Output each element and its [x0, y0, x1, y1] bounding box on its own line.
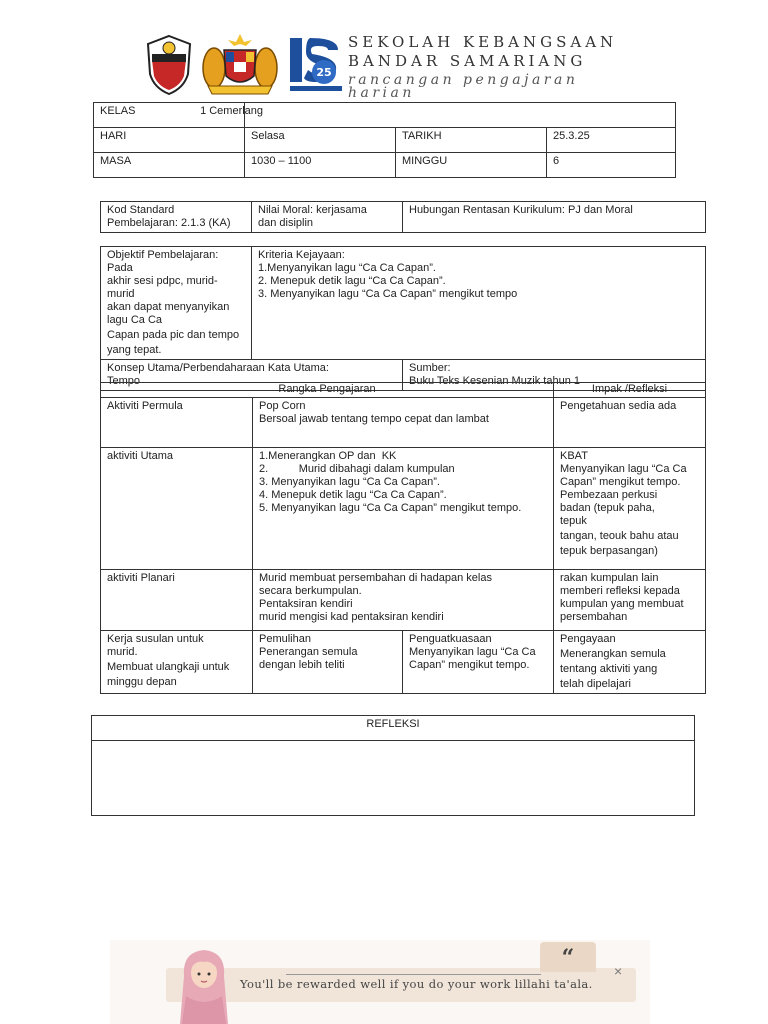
- pengayaan-cell: [554, 631, 706, 694]
- permula-label: Aktiviti Permula: [101, 398, 253, 448]
- footer-divider: [286, 974, 541, 975]
- konsep-value: Tempo: [107, 375, 141, 387]
- permula-line: Bersoal jawab tentang tempo cepat dan lambat: [259, 413, 489, 425]
- minggu-value: 6: [547, 153, 676, 178]
- quote-icon: “: [540, 942, 596, 972]
- hubungan-rentasan: Hubungan Rentasan Kurikulum: PJ dan Moral: [403, 202, 706, 233]
- utama-impak: [554, 448, 706, 570]
- footer-quote-text: You'll be rewarded well if you do your work lillahi ta'ala.: [240, 977, 593, 991]
- kriteria-item: 3. Menyanyikan lagu “Ca Ca Capan” mengikut tempo: [258, 288, 518, 300]
- planari-line: Murid membuat persembahan di hadapan kelas: [259, 572, 492, 584]
- school-crest-logo: [144, 34, 194, 96]
- planari-line: Pentaksiran kendiri: [259, 598, 353, 610]
- utama-content: [253, 448, 554, 570]
- masa-value: 1030 – 1100: [245, 153, 396, 178]
- tarikh-value: 25.3.25: [547, 128, 676, 153]
- planari-label: aktiviti Planari: [101, 570, 253, 631]
- footer-banner: [110, 940, 650, 1024]
- penguatkuasaan-line: Penguatkuasaan: [409, 633, 492, 645]
- konsep-label: Konsep Utama/Perbendaharaan Kata Utama:: [107, 362, 329, 374]
- kod-standard-line2: Pembelajaran: 2.1.3 (KA): [107, 217, 231, 229]
- permula-content: [253, 398, 554, 448]
- planari-line: secara berkumpulan.: [259, 585, 362, 597]
- utama-line: 3. Menyanyikan lagu “Ca Ca Capan”.: [259, 476, 440, 488]
- kriteria-item: 1.Menyanyikan lagu “Ca Ca Capan”.: [258, 262, 436, 274]
- pemulihan-cell: [253, 631, 403, 694]
- objektif-line: yang tepat.: [107, 344, 162, 356]
- planari-impak-line: kumpulan yang membuat: [560, 598, 684, 610]
- sumber-value: Buku Teks Kesenian Muzik tahun 1: [409, 375, 581, 387]
- penguatkuasaan-cell: [403, 631, 554, 694]
- close-icon[interactable]: ×: [614, 963, 623, 979]
- planari-line: murid mengisi kad pentaksiran kendiri: [259, 611, 444, 623]
- refleksi-title: REFLEKSI: [92, 716, 695, 741]
- kerja-susulan-cell: [101, 631, 253, 694]
- kriteria-cell: [252, 247, 706, 360]
- utama-impak-line: badan (tepuk paha,: [560, 502, 655, 514]
- utama-impak-line: tepuk berpasangan): [560, 545, 658, 557]
- pemulihan-line: Pemulihan: [259, 633, 311, 645]
- planari-content: [253, 570, 554, 631]
- info-table: [93, 102, 676, 178]
- permula-impak: Pengetahuan sedia ada: [554, 398, 706, 448]
- objektif-line: akhir sesi pdpc, murid-murid: [107, 275, 218, 300]
- refleksi-table: [91, 715, 695, 816]
- utama-line: 1.Menerangkan OP dan KK: [259, 450, 397, 462]
- utama-impak-line: Menyanyikan lagu “Ca Ca: [560, 463, 687, 475]
- utama-impak-line: Capan” mengikut tempo.: [560, 476, 681, 488]
- kerja-line: Kerja susulan untuk: [107, 633, 204, 645]
- pengayaan-line: Pengayaan: [560, 633, 616, 645]
- rangka-table: [100, 382, 706, 694]
- utama-line: 5. Menyanyikan lagu “Ca Ca Capan” mengikut tempo.: [259, 502, 522, 514]
- refleksi-content[interactable]: [92, 741, 695, 816]
- pengayaan-line: Menerangkan semula: [560, 648, 666, 660]
- objektif-cell: [101, 247, 252, 360]
- hijab-girl-illustration: [172, 946, 236, 1024]
- hari-value: Selasa: [245, 128, 396, 153]
- kod-standard-cell: [101, 202, 252, 233]
- anniversary-number: 25: [316, 66, 332, 79]
- school-name-line1: SEKOLAH KEBANGSAAN: [348, 33, 618, 51]
- utama-label: aktiviti Utama: [101, 448, 253, 570]
- objektif-table: [100, 246, 706, 391]
- masa-label: MASA: [94, 153, 245, 178]
- pengayaan-line: telah dipelajari: [560, 678, 631, 690]
- minggu-label: MINGGU: [396, 153, 547, 178]
- planari-impak-line: memberi refleksi kepada: [560, 585, 680, 597]
- pemulihan-line: dengan lebih teliti: [259, 659, 345, 671]
- kerja-line: murid.: [107, 646, 138, 658]
- rangka-header: Rangka Pengajaran: [101, 383, 554, 398]
- utama-line: 4. Menepuk detik lagu “Ca Ca Capan”.: [259, 489, 447, 501]
- kriteria-item: 2. Menepuk detik lagu “Ca Ca Capan”.: [258, 275, 446, 287]
- permula-line: Pop Corn: [259, 400, 306, 412]
- kerja-line: Membuat ulangkaji untuk: [107, 661, 230, 673]
- penguatkuasaan-line: Capan” mengikut tempo.: [409, 659, 530, 671]
- planari-impak: [554, 570, 706, 631]
- nilai-moral-line1: Nilai Moral: kerjasama: [258, 204, 367, 216]
- kerja-line: minggu depan: [107, 676, 177, 688]
- school-name-line2: BANDAR SAMARIANG: [348, 52, 587, 70]
- nilai-moral-cell: [252, 202, 403, 233]
- tarikh-label: TARIKH: [396, 128, 547, 153]
- kelas-value: 1 Cemerlang: [200, 105, 264, 117]
- objektif-line: akan dapat menyanyikan: [107, 301, 230, 313]
- nilai-moral-line2: dan disiplin: [258, 217, 314, 229]
- utama-impak-line: tangan, teouk bahu atau: [560, 530, 679, 542]
- kelas-value-cell: [200, 103, 676, 128]
- planari-impak-line: rakan kumpulan lain: [560, 572, 659, 584]
- objektif-line: Objektif Pembelajaran: Pada: [107, 249, 222, 274]
- kod-standard-line1: Kod Standard: [107, 204, 175, 216]
- plan-tagline: rancangan pengajaran harian: [348, 72, 579, 101]
- objektif-line: lagu Ca Ca: [107, 314, 163, 326]
- utama-line: 2. Murid dibahagi dalam kumpulan: [259, 463, 455, 475]
- coat-of-arms-logo: [200, 32, 280, 96]
- objektif-line: Capan pada pic dan tempo: [107, 329, 240, 341]
- impak-header: Impak /Refleksi: [554, 383, 706, 398]
- kelas-label: KELAS: [94, 103, 245, 128]
- penguatkuasaan-line: Menyanyikan lagu “Ca Ca: [409, 646, 536, 658]
- planari-impak-line: persembahan: [560, 611, 628, 623]
- utama-impak-line: tepuk: [560, 515, 587, 527]
- utama-impak-line: Pembezaan perkusi: [560, 489, 658, 501]
- page-header: [104, 28, 652, 101]
- pemulihan-line: Penerangan semula: [259, 646, 358, 658]
- hari-label: HARI: [94, 128, 245, 153]
- sumber-label: Sumber:: [409, 362, 451, 374]
- utama-impak-line: KBAT: [560, 450, 588, 462]
- anniversary-logo: [288, 34, 344, 94]
- kriteria-title: Kriteria Kejayaan:: [258, 249, 345, 261]
- pengayaan-line: tentang aktiviti yang: [560, 663, 658, 675]
- standard-table: [100, 201, 706, 233]
